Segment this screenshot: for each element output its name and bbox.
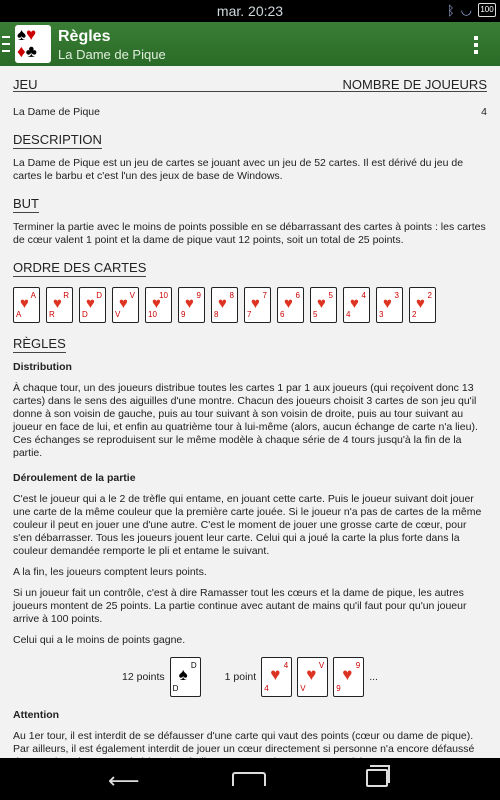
card-rank-bottom: 4 xyxy=(346,310,351,319)
card-rank-top: 10 xyxy=(159,291,168,300)
rules-title: RÈGLES xyxy=(13,336,66,351)
description-title: DESCRIPTION xyxy=(13,132,102,147)
header-game: JEU xyxy=(13,77,38,92)
overflow-menu-icon[interactable] xyxy=(474,36,478,54)
heart-card-3 xyxy=(376,287,403,323)
card-rank-bottom: 10 xyxy=(148,310,157,319)
order-title: ORDRE DES CARTES xyxy=(13,260,147,275)
card-rank-bottom: D xyxy=(82,310,88,319)
heart-examples xyxy=(261,657,364,697)
heart-icon: ♥ xyxy=(342,665,353,684)
heart-card-9 xyxy=(178,287,205,323)
status-time: mar. 20:23 xyxy=(216,3,284,19)
card-rank-bottom: 4 xyxy=(264,684,269,693)
card-rank-top: 8 xyxy=(229,291,234,300)
table-row xyxy=(13,106,487,119)
play-text-3: Si un joueur fait un contrôle, c'est à dire Ramasser tout les cœurs et la dame de pique, les autres joueurs montent de 25 points. La partie continue avec autant de mains qu'il faut pour qu'un joueur arrive à 100 points. xyxy=(13,587,467,625)
heart-card-10 xyxy=(145,287,172,323)
points-12-label: 12 points xyxy=(122,670,165,683)
heart-card-4 xyxy=(261,657,292,697)
heart-icon: ♥ xyxy=(119,295,128,312)
heart-icon: ♥ xyxy=(185,295,194,312)
drawer-menu-icon[interactable] xyxy=(2,36,10,52)
goal-text: Terminer la partie avec le moins de points possible en se débarrassant des cartes à points : les cartes de cœur valent 1 point et la dame de pique vaut 12 points, soit un total de 25 points. xyxy=(13,221,486,246)
heart-icon: ♥ xyxy=(383,295,392,312)
points-example xyxy=(13,657,487,697)
card-rank-bottom: V xyxy=(300,684,306,693)
description-text: La Dame de Pique est un jeu de cartes se jouant avec un jeu de 52 cartes. Il est dérivé du jeu de cartes le barbu et c'est l'un des jeux de base de Windows. xyxy=(13,157,464,182)
heart-icon: ♥ xyxy=(218,295,227,312)
card-rank-bottom: 5 xyxy=(313,310,318,319)
card-rank-top: V xyxy=(318,661,325,670)
distribution-title: Distribution xyxy=(13,361,72,373)
card-rank-top: 5 xyxy=(328,291,333,300)
heart-card-6 xyxy=(277,287,304,323)
card-rank-bottom: 2 xyxy=(412,310,417,319)
heart-card-V xyxy=(297,657,328,697)
spade-icon: ♠ xyxy=(178,665,188,684)
bluetooth-icon: ᛒ xyxy=(446,2,455,18)
heart-icon: ♥ xyxy=(350,295,359,312)
player-count: 4 xyxy=(481,106,487,118)
distribution-text: À chaque tour, un des joueurs distribue toutes les cartes 1 par 1 aux joueurs (qui reçoivent donc 13 cartes) dans le sens des aiguilles d'une montre. Chacun des joueurs choisit 3 cartes de son jeu qu'il donne à son voisin de gauche, puis au tour suivant à son voisin de droite, puis au tour suivant au joueur en face de lui, et enfin au quatrième tour à lui-même (alors, aucun échange de carte n'a lieu). Ces échanges se reproduisent sur le même modèle à chaque série de 4 tours jusqu'à la fin de la partie. xyxy=(13,382,478,459)
heart-icon: ♥ xyxy=(317,295,326,312)
back-icon[interactable]: ⟵ xyxy=(108,768,140,793)
heart-card-2 xyxy=(409,287,436,323)
heart-icon: ♥ xyxy=(86,295,95,312)
play-text-2: A la fin, les joueurs comptent leurs points. xyxy=(13,566,207,578)
play-title: Déroulement de la partie xyxy=(13,472,136,484)
heart-icon: ♥ xyxy=(53,295,62,312)
heart-icon: ♥ xyxy=(416,295,425,312)
play-text-1: C'est le joueur qui a le 2 de trèfle qui entame, en jouant cette carte. Puis le joueur suivant doit jouer une carte de la même couleur que la première carte jouée. Si le joueur n'a pas de cartes de la même couleur il peut en jouer une d'une autre. C'est le moment de jouer une grosse carte de cœur, pour s'en débarrasser. Tous les joueurs jouent leur carte. Celui qui a joué la carte la plus forte dans la couleur demandée remporte le pli et entame le suivant. xyxy=(13,493,482,557)
page-subtitle: La Dame de Pique xyxy=(58,47,166,62)
header-players: NOMBRE DE JOUEURS xyxy=(342,77,487,92)
attention-title: Attention xyxy=(13,709,60,721)
card-rank-top: 3 xyxy=(394,291,399,300)
card-rank-bottom: 6 xyxy=(280,310,285,319)
page-title: Règles xyxy=(58,28,111,45)
navigation-bar xyxy=(0,758,500,800)
card-rank-bottom: V xyxy=(115,310,121,319)
card-rank-bottom: 8 xyxy=(214,310,219,319)
play-text-4: Celui qui a le moins de points gagne. xyxy=(13,634,186,646)
heart-icon: ♥ xyxy=(251,295,260,312)
card-rank-bottom: 3 xyxy=(379,310,384,319)
heart-icon: ♥ xyxy=(20,295,29,312)
status-icons xyxy=(447,2,496,18)
heart-icon: ♥ xyxy=(284,295,293,312)
card-rank-top: 6 xyxy=(295,291,300,300)
card-rank-bottom: 7 xyxy=(247,310,252,319)
attention-text: Au 1er tour, il est interdit de se défausser d'une carte qui vaut des points (cœur ou dame de pique). Par ailleurs, il est également interdit de jouer un cœur directement si personne n'a encore défaussé xyxy=(13,730,475,755)
heart-card-A xyxy=(13,287,40,323)
battery-icon: 100 xyxy=(478,3,496,17)
card-rank-top: 7 xyxy=(262,291,267,300)
card-rank-top: D xyxy=(96,291,102,300)
recent-apps-icon[interactable] xyxy=(366,769,388,787)
card-rank-top: 2 xyxy=(427,291,432,300)
heart-card-V xyxy=(112,287,139,323)
heart-icon: ♥ xyxy=(152,295,161,312)
goal-title: BUT xyxy=(13,196,39,211)
heart-card-7 xyxy=(244,287,271,323)
heart-card-5 xyxy=(310,287,337,323)
card-rank-top: A xyxy=(30,291,36,300)
card-rank-top: 9 xyxy=(196,291,201,300)
card-rank-bottom: A xyxy=(16,310,22,319)
card-rank-top: 4 xyxy=(361,291,366,300)
queen-of-spades-card: D ♠ D xyxy=(170,657,201,697)
points-1-label: 1 point xyxy=(224,670,257,683)
heart-card-4 xyxy=(343,287,370,323)
ellipsis: ... xyxy=(369,670,378,683)
home-icon[interactable] xyxy=(232,772,266,786)
card-rank-bottom: 9 xyxy=(181,310,186,319)
table-header xyxy=(13,78,487,92)
app-logo-icon[interactable]: ♠♥ ♦♣ xyxy=(15,25,51,63)
heart-card-D xyxy=(79,287,106,323)
card-rank-bottom: 9 xyxy=(336,684,341,693)
status-bar xyxy=(0,0,500,22)
game-name: La Dame de Pique xyxy=(13,106,100,118)
card-order-list xyxy=(13,287,487,323)
heart-card-9 xyxy=(333,657,364,697)
card-rank-top: V xyxy=(129,291,135,300)
card-rank-bottom: R xyxy=(49,310,55,319)
card-rank-top: 4 xyxy=(283,661,289,670)
card-rank-top: 9 xyxy=(355,661,361,670)
rules-content[interactable] xyxy=(0,66,500,758)
action-bar xyxy=(0,22,500,66)
wifi-icon: ◡ xyxy=(460,2,472,17)
card-rank-top: R xyxy=(63,291,69,300)
heart-card-R xyxy=(46,287,73,323)
heart-card-8 xyxy=(211,287,238,323)
heart-icon: ♥ xyxy=(270,665,281,684)
heart-icon: ♥ xyxy=(306,665,317,684)
